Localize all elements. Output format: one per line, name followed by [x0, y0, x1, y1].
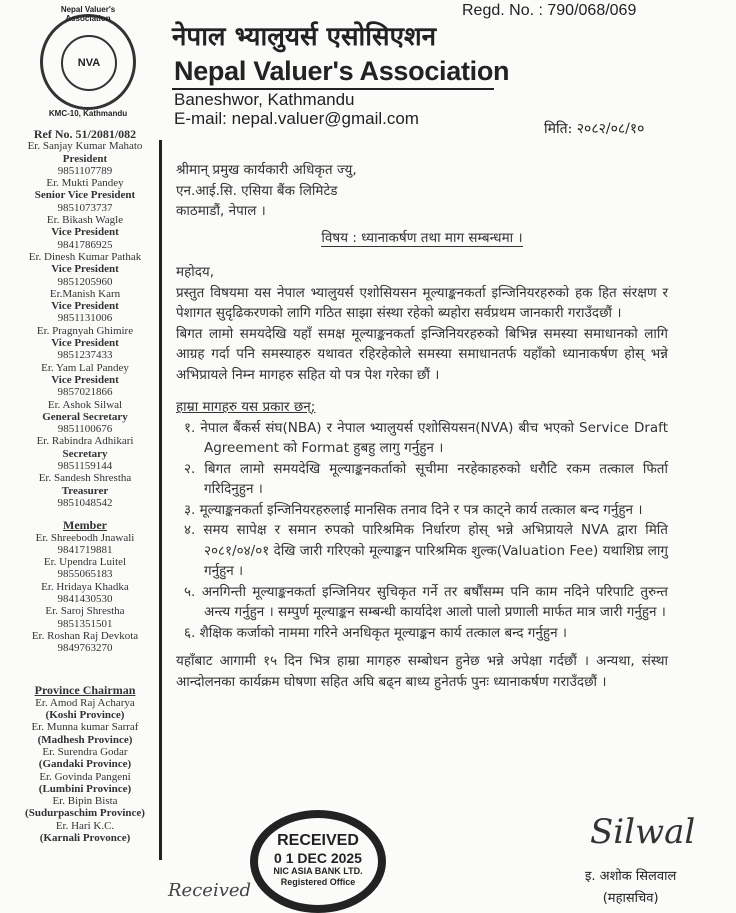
- sidebar-officers: [0, 128, 170, 844]
- handwritten-received: Received: [168, 880, 252, 901]
- officer-name: Er. Pragnyah Ghimire: [36, 324, 134, 337]
- officer-role: President: [62, 152, 108, 165]
- member-name: Er. Hridaya Khadka: [41, 580, 129, 593]
- province-name: (Karnali Provonce): [39, 832, 131, 845]
- officer-name: Er. Mukti Pandey: [46, 177, 124, 190]
- officer-phone: 9851100676: [57, 423, 113, 436]
- reference-number: Ref No. 51/2081/082: [33, 127, 137, 141]
- officer-role: Senior Vice President: [34, 189, 136, 202]
- province-chair-name: Er. Hari K.C.: [55, 819, 115, 832]
- signer-name: इ. अशोक सिलवाल: [585, 869, 677, 884]
- stamp-date: 0 1 DEC 2025: [274, 850, 362, 866]
- received-stamp: [250, 810, 386, 913]
- officer-name: Er. Yam Lal Pandey: [41, 361, 129, 374]
- province-name: (Madhesh Province): [37, 733, 133, 746]
- signer-title: (महासचिव): [602, 891, 659, 906]
- org-address: [174, 90, 419, 128]
- recipient-line: एन.आई.सि. एसिया बैंक लिमिटेड: [176, 182, 338, 199]
- org-title-english: Nepal Valuer's Association: [174, 56, 510, 86]
- officer-role: Vice President: [51, 300, 119, 313]
- letter-body: [176, 160, 668, 692]
- registration-number: Regd. No. : 790/068/069: [462, 2, 637, 19]
- paragraph: बिगत लामो समयदेखि यहाँ समक्ष मूल्याङ्कनकर्ता इन्जिनियरहरुको बिभिन्न समस्या समाधानको लागि आग्रह गर्दा पनि समस्याहरु यथावत रहिरहेकोले समस्या समाधानतर्फ यहाँको ध्यानाकर्षण होस् भन्ने अभिप्रायले निम्न मागहरु सहित यो पत्र पेश गरेका छौं ।: [176, 325, 668, 383]
- stamp-label: RECEIVED: [277, 832, 359, 849]
- officer-name: Er. Rabindra Adhikari: [36, 435, 134, 448]
- member-name: Er. Shreebodh Jnawali: [35, 531, 135, 544]
- logo-ring-bottom: KMC-10, Kathmandu: [48, 109, 128, 118]
- recipient-line: काठमाडौं, नेपाल ।: [176, 203, 266, 219]
- demand-item: २. बिगत लामो समयदेखि मूल्याङ्कनकर्ताको सूचीमा नरहेकाहरुको धरौटि रकम तत्काल फिर्ता गरिदिनुहुन ।: [184, 460, 668, 497]
- officer-name: Er. Sandesh Shrestha: [38, 472, 132, 485]
- paragraph: प्रस्तुत विषयमा यस नेपाल भ्यालुयर्स एशोसियसन मूल्याङ्कनकर्ता इन्जिनियरहरुको हक हित संरक्षण र पेशागत सुदृढिकरणको लागि गठित साझा संस्था रहेको ब्यहोरा सर्वप्रथम जानकारी गराउँदछौं ।: [176, 284, 668, 321]
- province-name: (Sudurpaschim Province): [25, 807, 145, 820]
- officer-phone: 9841786925: [57, 238, 113, 251]
- demand-item: ३. मूल्याङ्कनकर्ता इन्जिनियरहरुलाई मानसिक तनाव दिने र पत्र काट्ने कार्य तत्काल बन्द गर्नुहुन ।: [184, 501, 643, 518]
- demands-list: [176, 418, 668, 644]
- letter-subject: विषय : ध्यानाकर्षण तथा माग सम्बन्धमा ।: [321, 229, 523, 246]
- officer-name: Er. Dinesh Kumar Pathak: [28, 250, 142, 263]
- province-chair-name: Er. Surendra Godar: [42, 745, 128, 758]
- logo-ring-top: Nepal Valuer's Association: [60, 5, 116, 23]
- province-chair-name: Er. Govinda Pangeni: [39, 770, 131, 783]
- officer-role: Secretary: [62, 447, 108, 460]
- officer-phone: 9851237433: [57, 349, 113, 362]
- member-name: Er. Saroj Shrestha: [45, 605, 125, 618]
- officer-role: Treasurer: [61, 484, 109, 497]
- recipient-line: श्रीमान् प्रमुख कार्यकारी अधिकृत ज्यु,: [176, 162, 357, 178]
- province-name: (Lumbini Province): [38, 782, 132, 795]
- officer-name: Er.Manish Karn: [49, 287, 121, 300]
- province-chair-name: Er. Bipin Bista: [52, 795, 118, 808]
- officer-role: General Secretary: [42, 410, 128, 423]
- member-phone: 9851351501: [57, 617, 113, 630]
- member-phone: 9841430530: [57, 592, 113, 605]
- province-name: (Gandaki Province): [38, 758, 132, 771]
- officer-name: Er. Ashok Silwal: [47, 398, 123, 411]
- officer-role: Vice President: [51, 337, 119, 350]
- province-chair-name: Er. Munna kumar Sarraf: [31, 721, 139, 734]
- member-phone: 9841719881: [57, 543, 113, 556]
- officer-role: Vice President: [51, 263, 119, 276]
- address: Baneshwor, Kathmandu: [174, 90, 355, 109]
- signature: Silwal: [590, 812, 696, 852]
- member-phone: 9855065183: [57, 568, 113, 581]
- officer-name: Er. Sanjay Kumar Mahato: [27, 140, 143, 153]
- member-heading: Member: [63, 518, 107, 533]
- demand-item: ६. शैक्षिक कर्जाको नाममा गरिने अनधिकृत मूल्याङ्कन कार्य तत्काल बन्द गर्नुहुन ।: [184, 624, 567, 641]
- officer-role: Vice President: [51, 226, 119, 239]
- stamp-office: Registered Office: [280, 877, 356, 887]
- member-name: Er. Roshan Raj Devkota: [31, 629, 139, 642]
- province-heading: Province Chairman: [34, 683, 136, 698]
- stamp-bank: NIC ASIA BANK LTD.: [273, 866, 363, 876]
- officer-role: Vice President: [51, 373, 119, 386]
- officer-phone: 9851048542: [57, 496, 113, 509]
- officer-phone: 9851131006: [57, 312, 113, 325]
- officer-name: Er. Bikash Wagle: [46, 214, 124, 227]
- demands-heading: हाम्रा मागहरु यस प्रकार छन्;: [176, 399, 316, 415]
- province-name: (Koshi Province): [45, 709, 125, 722]
- officer-phone: 9857021866: [57, 386, 113, 399]
- closing-paragraph: यहाँबाट आगामी १५ दिन भित्र हाम्रा मागहरु सम्बोधन हुनेछ भन्ने अपेक्षा गर्दछौं । अन्यथा, संस्था आन्दोलनका कार्यक्रम घोषणा सहित अघि बढ्न बाध्य हुनेतर्फ पुनः ध्यानाकर्षण गराउँदछौं ।: [176, 653, 668, 690]
- officer-phone: 9851205960: [57, 275, 113, 288]
- officer-phone: 9851107789: [57, 164, 113, 177]
- salutation: महोदय,: [176, 264, 215, 280]
- email: E-mail: nepal.valuer@gmail.com: [174, 109, 419, 128]
- member-name: Er. Upendra Luitel: [43, 556, 127, 569]
- letter-date: मिति: २०८२/०८/१०: [544, 121, 645, 137]
- signer-block: [585, 866, 676, 910]
- nva-logo: [40, 5, 136, 118]
- demand-item: ५. अनगिन्ती मूल्याङ्कनकर्ता इन्जिनियर सुचिकृत गर्ने तर बर्षौंसम्म पनि काम नदिने परिपाटि तुरुन्त अन्त्य गर्नुहुन । सम्पुर्ण मूल्याङ्कन सम्बन्धी कार्यादेश आलो पालो प्रणाली मार्फत मात्र जारी गर्नुहुन ।: [184, 583, 668, 620]
- demand-item: ४. समय सापेक्ष र समान रुपको पारिश्रमिक निर्धारण होस् भन्ने अभिप्रायले NVA द्वारा मिति २०८१/०४/०१ देखि जारी गरिएको मूल्याङ्कन पारिश्रमिक शुल्क(Valuation Fee) यथाशिघ्र लागु गर्नुहुन ।: [184, 522, 668, 579]
- sidebar-divider: [159, 140, 162, 860]
- officer-phone: 9851073737: [57, 201, 113, 214]
- member-phone: 9849763270: [57, 642, 113, 655]
- org-title-nepali: नेपाल भ्यालुयर्स एसोसिएशन: [172, 22, 437, 52]
- logo-center: NVA: [61, 35, 117, 91]
- officer-phone: 9851159144: [57, 460, 113, 473]
- demand-item: १. नेपाल बैंकर्स संघ(NBA) र नेपाल भ्यालुयर्स एशोसियसन(NVA) बीच भएको Service Draft Agreement को Format हुबहु लागु गर्नुहुन ।: [184, 419, 668, 456]
- province-chair-name: Er. Amod Raj Acharya: [35, 696, 135, 709]
